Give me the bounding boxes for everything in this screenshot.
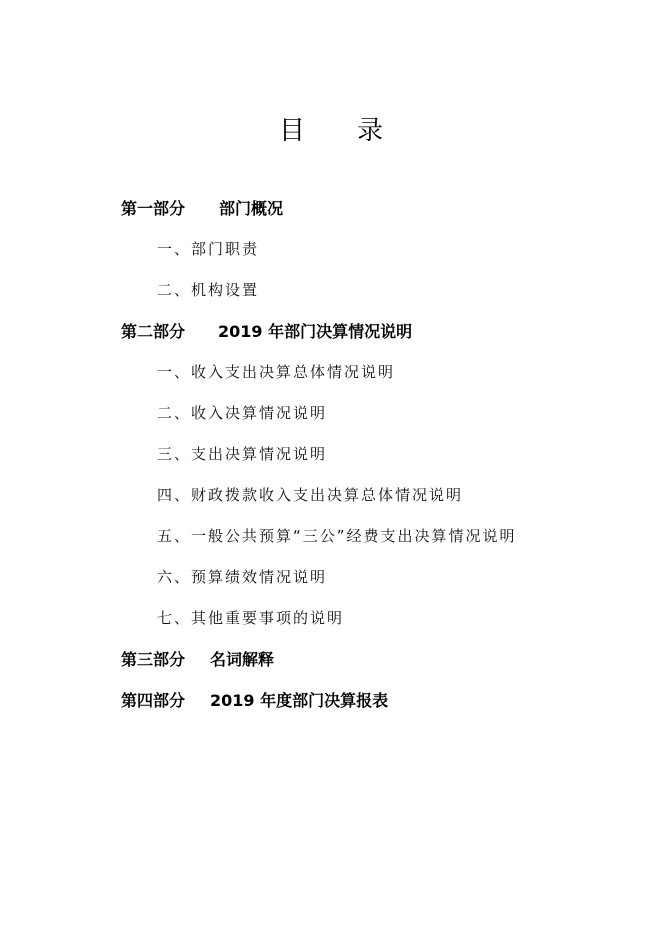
title-char-2: 录 [357, 116, 384, 146]
part-title: 名词解释 [210, 650, 275, 669]
toc-part-3 [121, 639, 274, 680]
toc-section-item: 七、其他重要事项的说明 [157, 609, 345, 627]
toc-section-item: 五、一般公共预算“三公”经费支出决算情况说明 [157, 527, 517, 545]
part-label: 第二部分 [121, 322, 186, 341]
part-label: 第四部分 [121, 691, 186, 710]
part-title: 2019 年部门决算情况说明 [218, 322, 413, 341]
toc-section-item: 四、财政拨款收入支出决算总体情况说明 [157, 486, 464, 504]
title-char-1: 目 [278, 116, 305, 146]
toc-section-item: 一、部门职责 [157, 240, 260, 258]
part-label: 第三部分 [121, 650, 186, 669]
toc-part-1 [121, 188, 283, 229]
page-title [0, 112, 662, 150]
toc-part-4 [121, 680, 388, 721]
toc-section-item: 一、收入支出决算总体情况说明 [157, 363, 396, 381]
toc-section-item: 六、预算绩效情况说明 [157, 568, 328, 586]
part-label: 第一部分 [121, 199, 186, 218]
toc-section-item: 二、机构设置 [157, 281, 260, 299]
toc-section-item: 二、收入决算情况说明 [157, 404, 328, 422]
part-title: 2019 年度部门决算报表 [210, 691, 389, 710]
toc-section-item: 三、支出决算情况说明 [157, 445, 328, 463]
part-title: 部门概况 [219, 199, 284, 218]
toc-part-2 [121, 311, 412, 352]
